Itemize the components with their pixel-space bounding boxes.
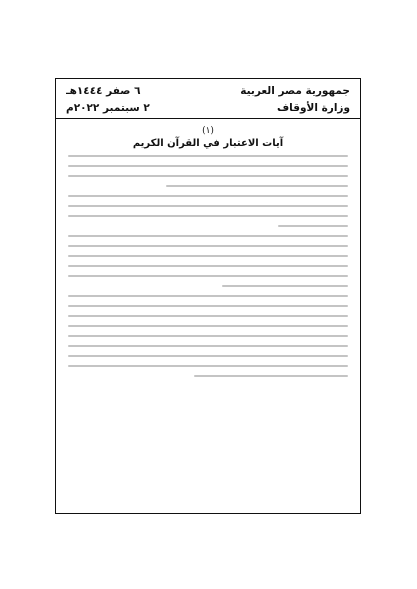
ministry-name: وزارة الأوقاف — [276, 102, 350, 114]
text-line-placeholder — [68, 335, 348, 337]
text-line-placeholder — [68, 195, 348, 197]
text-line-placeholder — [68, 215, 348, 217]
text-line-placeholder — [278, 225, 348, 227]
country-name: جمهورية مصر العربية — [240, 85, 350, 97]
text-line-placeholder — [68, 265, 348, 267]
paragraph-placeholder — [68, 235, 348, 287]
text-line-placeholder — [68, 345, 348, 347]
paragraph-placeholder — [68, 295, 348, 377]
text-line-placeholder — [68, 205, 348, 207]
paragraph-placeholder — [68, 155, 348, 187]
text-line-placeholder — [68, 245, 348, 247]
document-frame — [55, 78, 361, 514]
paragraph-placeholder — [68, 195, 348, 227]
document-content — [56, 119, 360, 513]
document-title: آيات الاعتبار في القرآن الكريم — [132, 138, 284, 149]
text-line-placeholder — [68, 175, 348, 177]
text-line-placeholder — [68, 235, 348, 237]
text-line-placeholder — [68, 155, 348, 157]
text-line-placeholder — [166, 185, 348, 187]
hijri-date: ٦ صفر ١٤٤٤هـ — [66, 85, 141, 97]
document-header — [56, 79, 360, 119]
text-line-placeholder — [222, 285, 348, 287]
text-line-placeholder — [68, 165, 348, 167]
text-line-placeholder — [68, 355, 348, 357]
text-line-placeholder — [194, 375, 348, 377]
text-line-placeholder — [68, 325, 348, 327]
text-line-placeholder — [68, 365, 348, 367]
text-line-placeholder — [68, 315, 348, 317]
gregorian-date: ٢ سبتمبر ٢٠٢٢م — [66, 102, 150, 114]
text-line-placeholder — [68, 295, 348, 297]
text-line-placeholder — [68, 305, 348, 307]
text-line-placeholder — [68, 275, 348, 277]
text-line-placeholder — [68, 255, 348, 257]
page-number: (١) — [202, 126, 214, 136]
